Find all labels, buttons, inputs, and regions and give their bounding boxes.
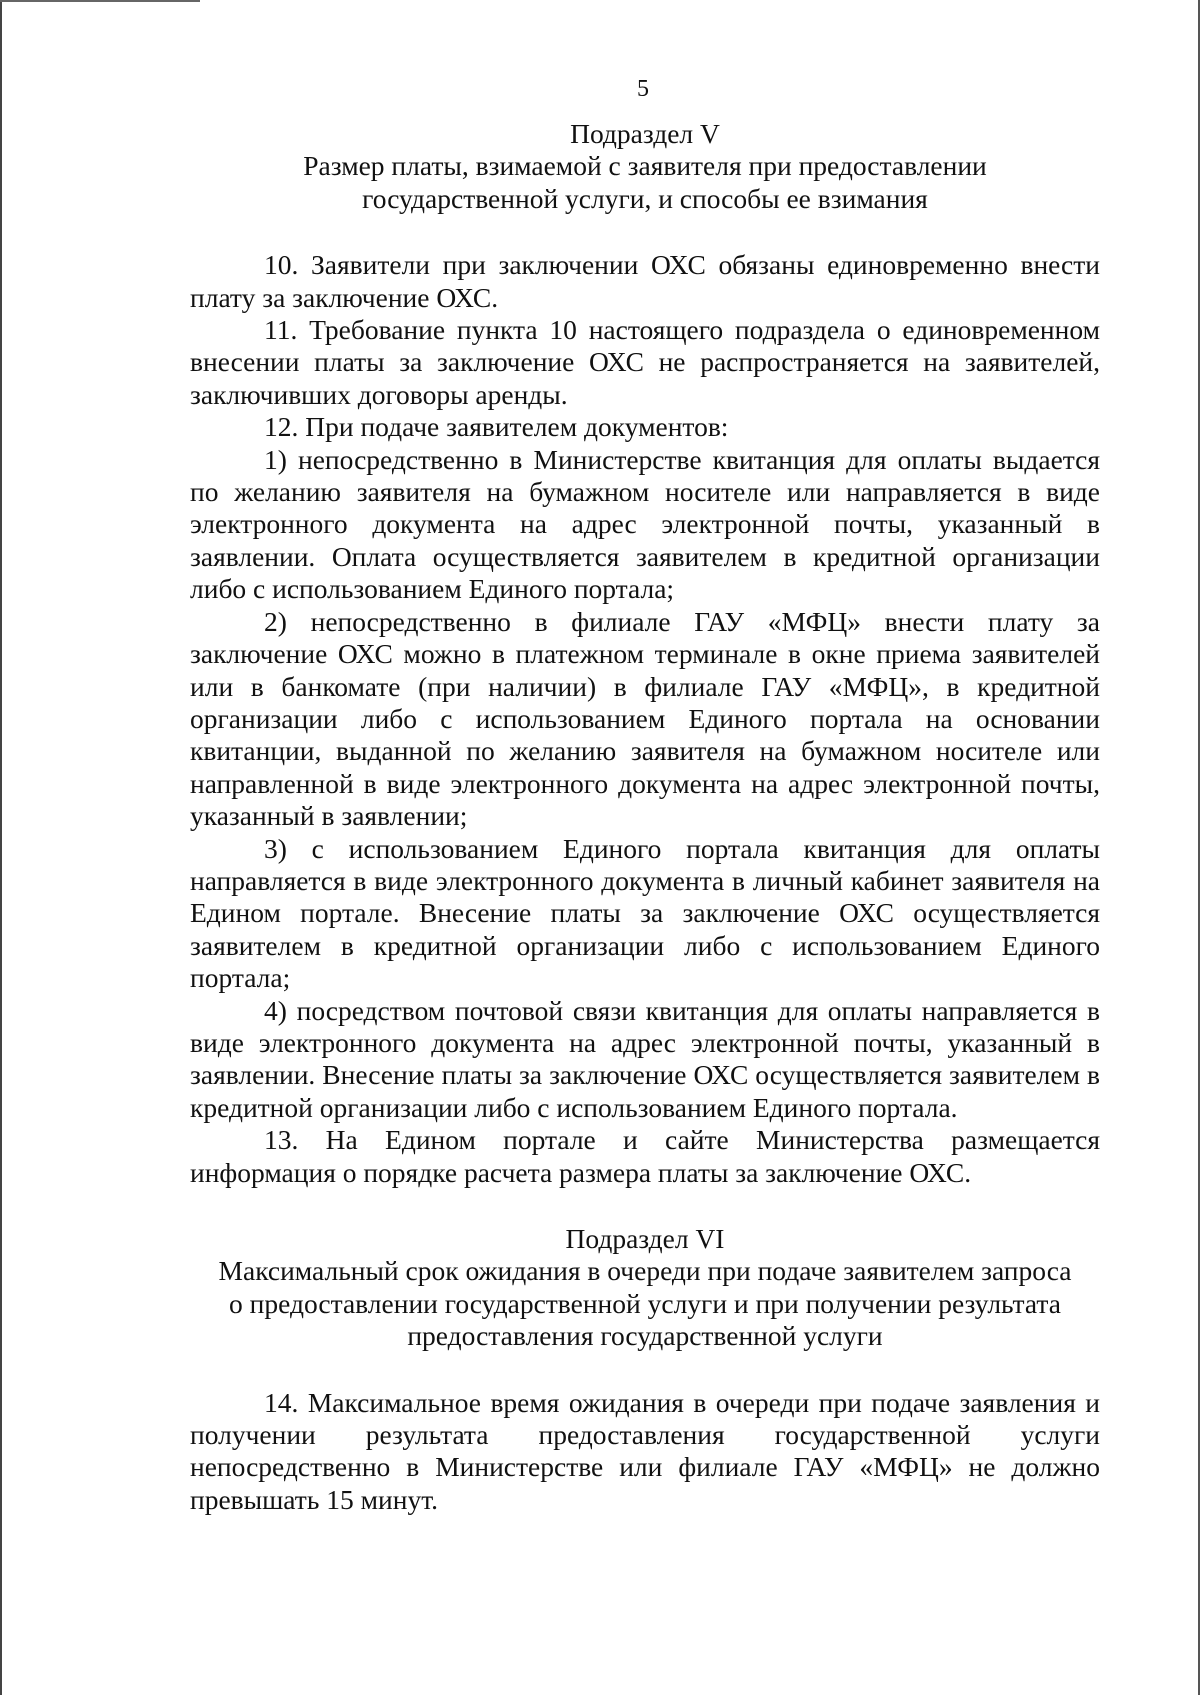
subsection-v-subtitle-line-2: государственной услуги, и способы ее взимания [362,182,928,214]
spacer [190,215,1100,249]
paragraph-12-item-2: 2) непосредственно в филиале ГАУ «МФЦ» внести плату за заключение ОХС можно в платежном терминале в окне приема заявителей или в банкомате (при наличии) в филиале ГАУ «МФЦ», в кредитной организации либо с использованием Единого портала на основании квитанции, выданной по желанию заявителя на бумажном носителе или направленной в виде электронного документа на адрес электронной почты, указанный в заявлении; [190,605,1100,832]
document-body [190,118,1100,1516]
paragraph-12-item-3: 3) с использованием Единого портала квитанция для оплаты направляется в виде электронного документа в личный кабинет заявителя на Едином портале. Внесение платы за заключение ОХС осуществляется заявителем в кредитной организации либо с использованием Единого портала; [190,832,1100,994]
paragraph-14: 14. Максимальное время ожидания в очереди при подаче заявления и получении результата предоставления государственной услуги непосредственно в Министерстве или филиале ГАУ «МФЦ» не должно превышать 15 минут. [190,1386,1100,1515]
subsection-v-title: Подраздел V [570,118,720,149]
paragraph-10: 10. Заявители при заключении ОХС обязаны единовременно внести плату за заключение ОХС. [190,249,1100,313]
paragraph-12-item-1: 1) непосредственно в Министерстве квитанция для оплаты выдается по желанию заявителя на бумажном носителе или направляется в виде электронного документа на адрес электронной почты, указанный в заявлении. Оплата осуществляется заявителем в кредитной организации либо с использованием Единого портала; [190,443,1100,605]
paragraph-12: 12. При подаче заявителем документов: [264,411,729,443]
subsection-vi-subtitle-line-1: Максимальный срок ожидания в очереди при подаче заявителем запроса [218,1255,1072,1287]
spacer [190,1189,1100,1223]
subsection-vi-subtitle-line-3: предоставления государственной услуги [407,1320,883,1352]
subsection-v-heading [190,118,1100,215]
page-number: 5 [637,76,649,102]
subsection-v-subtitle-line-1: Размер платы, взимаемой с заявителя при предоставлении [303,150,987,182]
scan-edge-top [0,0,200,2]
scan-edge-left [0,0,2,1695]
paragraph-12-item-4: 4) посредством почтовой связи квитанция для оплаты направляется в виде электронного документа на адрес электронной почты, указанный в заявлении. Внесение платы за заключение ОХС осуществляется заявителем в кредитной организации либо с использованием Единого портала. [190,994,1100,1123]
spacer [190,1353,1100,1387]
paragraph-11: 11. Требование пункта 10 настоящего подраздела о единовременном внесении платы за заключение ОХС не распространяется на заявителей, заключивших договоры аренды. [190,314,1100,410]
subsection-vi-heading [190,1223,1100,1353]
subsection-vi-subtitle-line-2: о предоставлении государственной услуги и при получении результата [229,1287,1061,1319]
paragraph-13: 13. На Едином портале и сайте Министерства размещается информация о порядке расчета размера платы за заключение ОХС. [190,1124,1100,1188]
subsection-vi-title: Подраздел VI [565,1223,725,1254]
